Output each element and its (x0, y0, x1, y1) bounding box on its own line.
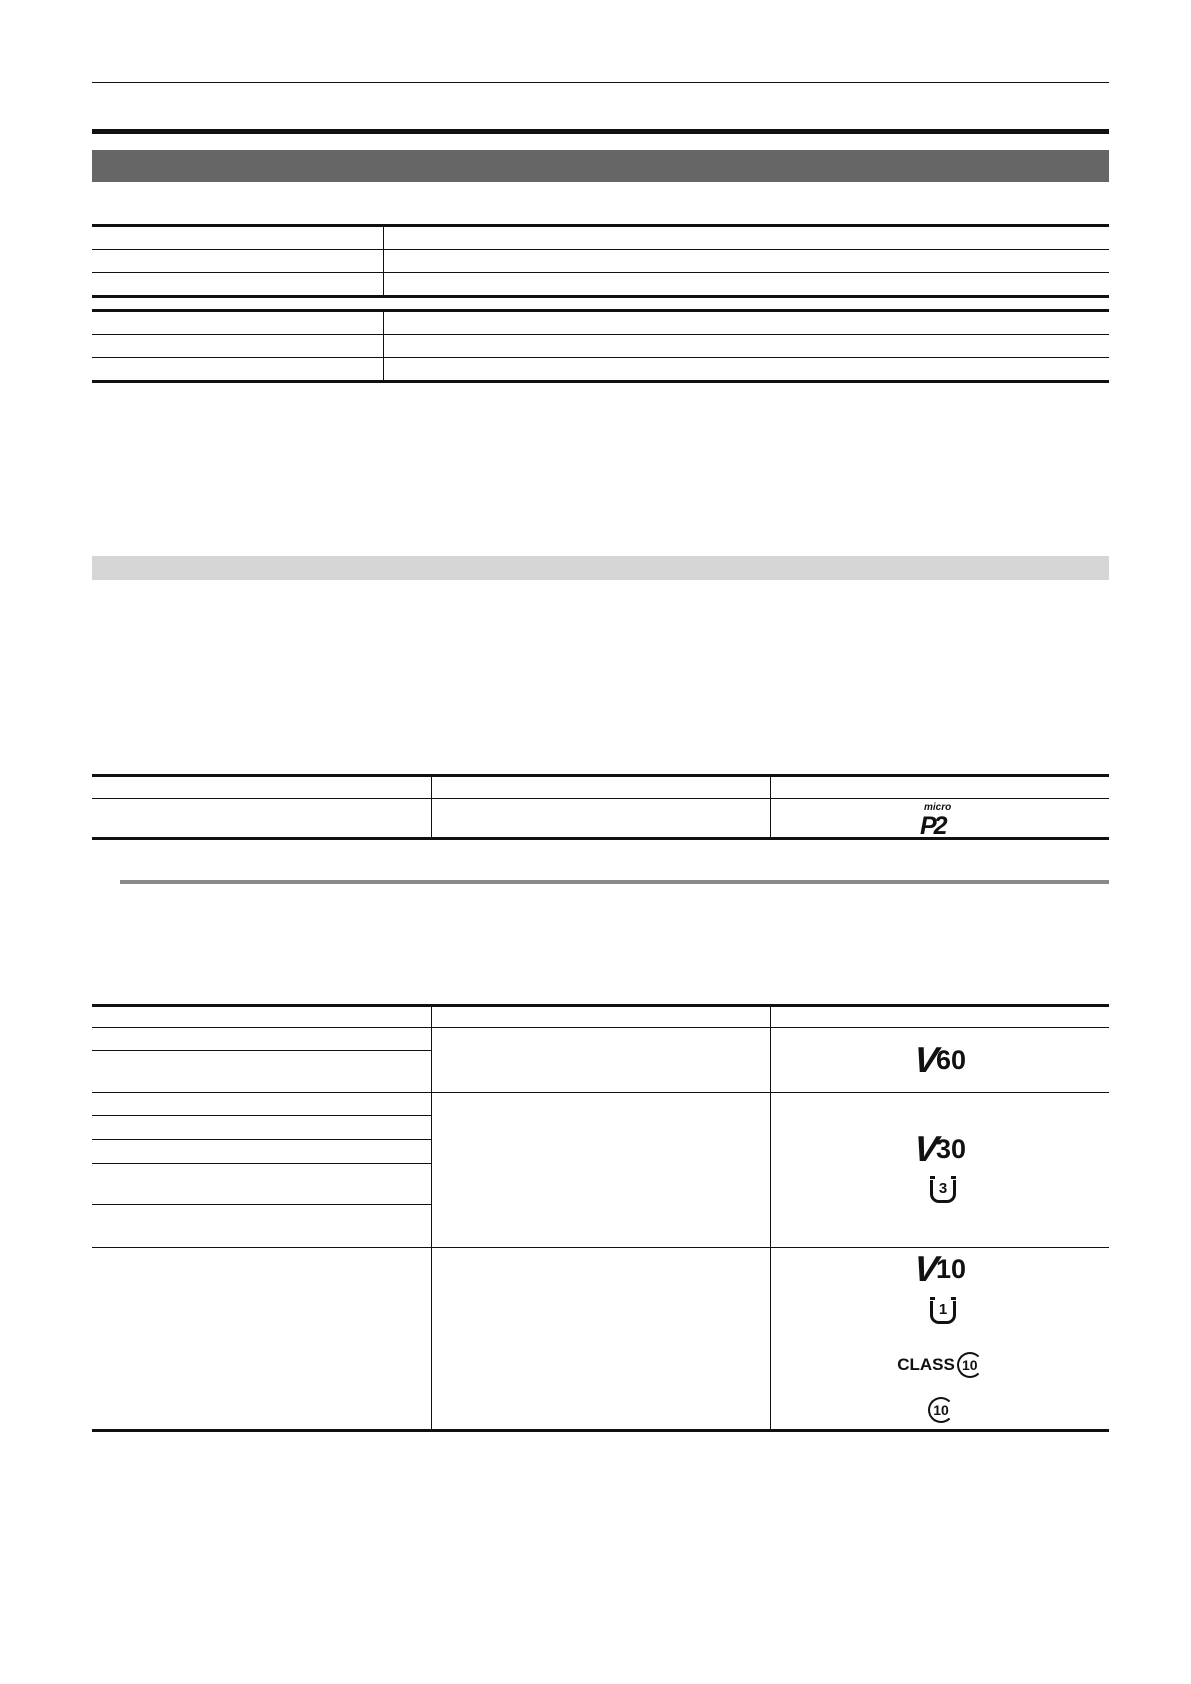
uhs-speed-class-3-logo (930, 1180, 956, 1203)
table3-rule (92, 1115, 431, 1116)
micro-p2-logo-p2: P2 (920, 812, 945, 840)
table3-rule (92, 1050, 431, 1051)
header-thin-rule (92, 82, 1109, 83)
table2-col-divider (431, 777, 432, 837)
class-10-logo-word: CLASS (897, 1355, 955, 1374)
header-thick-rule (92, 129, 1109, 134)
v60-logo-number: 60 (935, 1044, 967, 1075)
table3-rule (92, 1004, 1109, 1007)
table1-rule (92, 272, 1109, 273)
table3-rule (92, 1027, 1109, 1028)
v30-video-speed-class-logo (900, 1129, 980, 1169)
table1-rule (92, 224, 1109, 227)
micro-p2-logo (920, 804, 964, 838)
table3-rule (92, 1204, 431, 1205)
u3-logo-number: 3 (938, 1180, 948, 1197)
section-heading-band (92, 150, 1109, 182)
subsection-heading-band (92, 556, 1109, 580)
class-10-logo (885, 1350, 995, 1380)
table3-rule (92, 1163, 431, 1164)
table1-rule (92, 334, 1109, 335)
table2-col-divider (770, 777, 771, 837)
table1-rule (92, 357, 1109, 358)
micro-p2-logo-micro: micro (924, 802, 952, 813)
class-10-logo-circle: 10 (957, 1352, 983, 1378)
v10-video-speed-class-logo (900, 1249, 980, 1289)
table3-col-divider (770, 1007, 771, 1429)
table1-col-divider (383, 227, 384, 295)
table2-rule (92, 774, 1109, 777)
table3-col-divider (431, 1007, 432, 1429)
table1-col-divider (383, 312, 384, 380)
v60-video-speed-class-logo (900, 1040, 980, 1080)
table1-rule (92, 380, 1109, 383)
table2-rule (92, 798, 1109, 799)
v30-logo-v: V (911, 1128, 939, 1169)
table1-rule (92, 309, 1109, 312)
table3-rule (92, 1139, 431, 1140)
table3-rule (92, 1247, 1109, 1248)
v60-logo-v: V (911, 1039, 939, 1080)
v10-logo-v: V (911, 1248, 939, 1289)
table3-rule (92, 1429, 1109, 1432)
uhs-speed-class-1-logo (930, 1301, 956, 1324)
speed-class-10-logo (925, 1395, 955, 1425)
v30-logo-number: 30 (935, 1133, 967, 1164)
table1-rule (92, 295, 1109, 298)
speed-class-10-logo-circle: 10 (928, 1397, 954, 1423)
u1-logo-number: 1 (938, 1301, 948, 1318)
v10-logo-number: 10 (935, 1253, 967, 1284)
subsection-rule (120, 880, 1109, 884)
table3-rule (92, 1092, 1109, 1093)
table1-rule (92, 249, 1109, 250)
